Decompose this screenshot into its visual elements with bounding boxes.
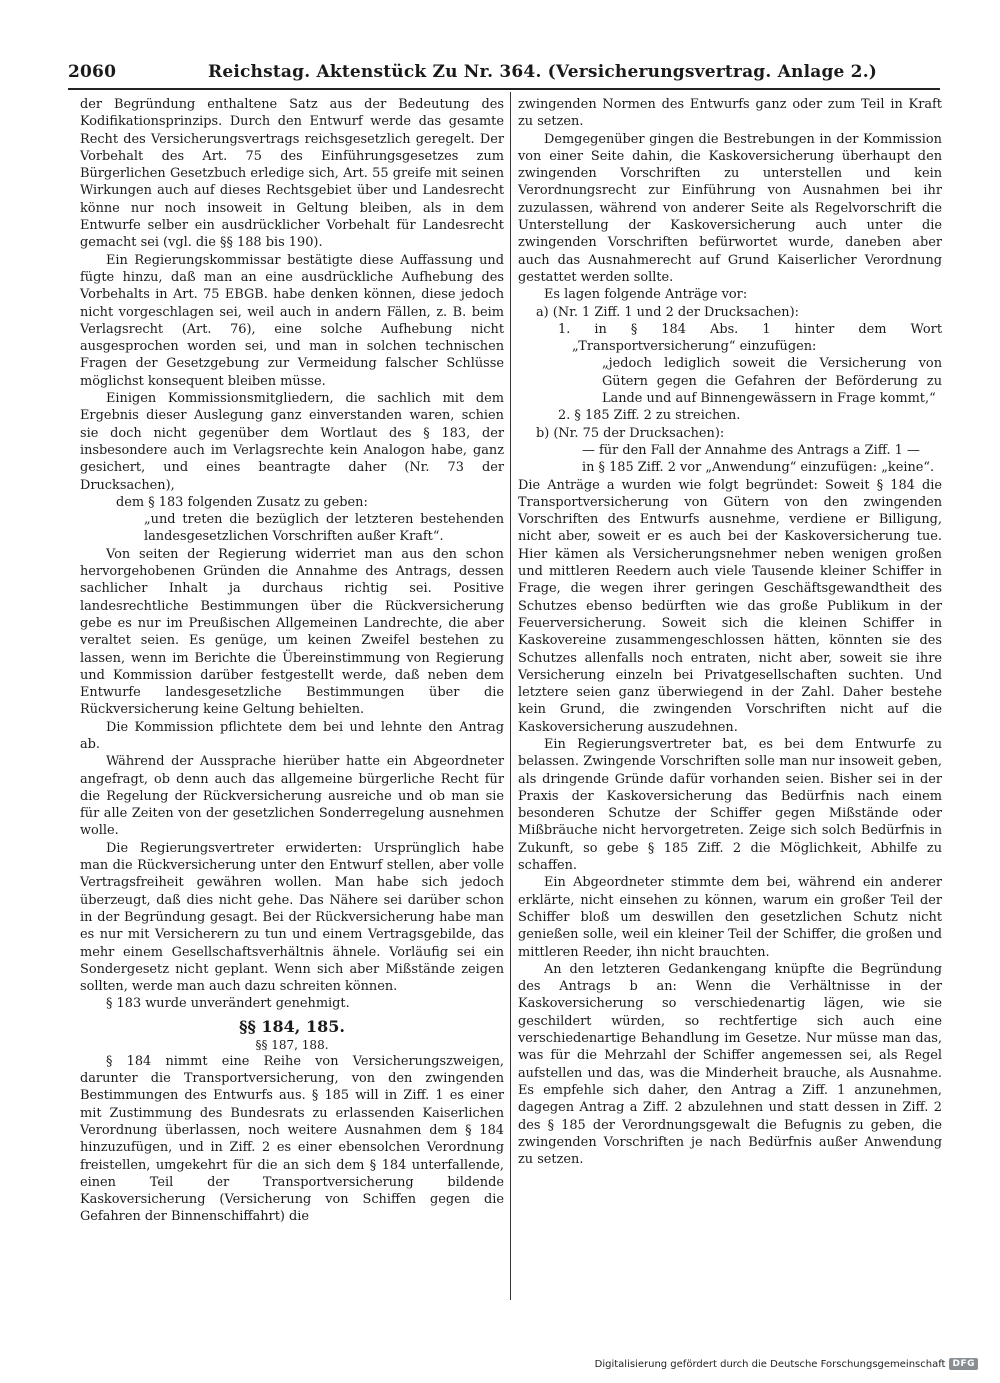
motion-a-heading: a) (Nr. 1 Ziff. 1 und 2 der Drucksachen): [536,304,799,320]
paragraph: Die Kommission pflichtete dem bei und lehnte den Antrag ab. [80,719,504,752]
motion-a-item-1: 1. in § 184 Abs. 1 hinter dem Wort „Transportversicherung“ einzufügen: [558,321,942,355]
motion-b-heading: b) (Nr. 75 der Drucksachen): [536,425,725,441]
page-number: 2060 [68,62,117,82]
paragraph: Die Anträge a wurden wie folgt begründet: Soweit § 184 die Transportversicherung von Gütern von den zwingenden Vorschriften des Entwurfs ausnehme, verdiene er Billigung, nicht aber, soweit er es auch bei der Kaskoversicherung tue. Hier kämen als Versicherungsnehmer neben wenigen großen und mittleren Reedern auch viele Tausende kleiner Schiffer in Frage, die wegen ihrer geringen Geschäftsgewandtheit des Schutzes ebenso bedürften wie das große Publikum in der Feuerversicherung. Soweit sich die kleinen Schiffer in Kaskovereine zusammengeschlossen hätten, könnten sie des Schutzes allenfalls noch entraten, nicht aber, soweit sie ihre Versicherung einzeln bei Privatgesellschaften suchten. Und letztere seien ganz überwiegend in der Zahl. Daher bestehe kein Grund, die zwingenden Vorschriften nicht auf die Kaskoversicherung auszudehnen. [518,477,942,735]
motion-b-text: in § 185 Ziff. 2 vor „Anwendung“ einzufügen: „keine“. [582,460,935,476]
column-divider [510,92,511,1300]
left-column [80,96,504,1226]
paragraph: zwingenden Normen des Entwurfs ganz oder zum Teil in Kraft zu setzen. [518,97,942,130]
paragraph: An den letzteren Gedankengang knüpfte die Begründung des Antrags b an: Wenn die Verhältnisse in der Kaskoversicherung so verschiedenartig lägen, wie sie geschildert würden, so rechtfertige sich auch eine verschiedenartige Behandlung im Gesetze. Nur müsse man das, was für die Mehrzahl der Schiffer angemessen sei, als Regel aufstellen und das, was die Minderheit brauche, als Ausnahme. Es empfehle sich daher, den Antrag a Ziff. 1 anzunehmen, dagegen Antrag a Ziff. 2 abzulehnen und statt dessen in Ziff. 2 des § 185 der Verordnungsgewalt die Befugnis zu geben, die zwingenden Vorschriften je nach Bedürfnis außer Anwendung zu setzen. [518,961,942,1168]
page-header [68,60,940,86]
paragraph: Demgegenüber gingen die Bestrebungen in der Kommission von einer Seite dahin, die Kaskoversicherung überhaupt den zwingenden Vorschriften zu unterstellen und kein Verordnungsrecht zur Einführung von Ausnahmen bei ihr zuzulassen, während von anderer Seite als Regelvorschrift die Unterstellung der Kaskoversicherung auch unter die zwingenden Vorschriften befürwortet wurde, daneben aber auch das Ausnahmerecht auf Grund Kaiserlicher Verordnung gestattet werden sollte. [518,131,942,285]
paragraph: der Begründung enthaltene Satz aus der Bedeutung des Kodifikationsprinzips. Durch den Entwurf werde das gesamte Recht des Versicherungsvertrags reichsgesetzlich geregelt. Der Vorbehalt des Art. 75 des Einführungsgesetzes zum Bürgerlichen Gesetzbuch erledige sich, Art. 55 greife mit seinen Wirkungen auch auf dieses Rechtsgebiet über und Landesrecht könne nur noch insoweit in Geltung bleiben, als in dem Entwurfe selber ein ausdrücklicher Vorbehalt für Landesrecht gemacht sei (vgl. die §§ 188 bis 190). [80,97,504,251]
motion-b-condition: — für den Fall der Annahme des Antrags a Ziff. 1 — [582,442,920,458]
header-rule [68,88,940,90]
paragraph: Ein Regierungsvertreter bat, es bei dem Entwurfe zu belassen. Zwingende Vorschriften solle man nur insoweit geben, als dringende Gründe dafür vorhanden seien. Bisher sei in der Praxis der Kaskoversicherung das Bedürfnis nach einem besonderen Schutze der Schiffer gegen Mißstände oder Mißbräuche nicht hervorgetreten. Zeige sich solch Bedürfnis in Zukunft, so gebe § 185 Ziff. 2 die Möglichkeit, Abhilfe zu schaffen. [518,736,942,874]
dfg-logo-icon: DFG [949,1358,978,1370]
paragraph: Ein Regierungskommissar bestätigte diese Auffassung und fügte hinzu, daß man an eine ausdrückliche Aufhebung des Vorbehalts in Art. 75 EBGB. habe denken können, diese jedoch nicht vorgeschlagen sei, weil auch in andern Fällen, z. B. beim Verlagsrecht (Art. 76), eine solche Aufhebung nicht ausgesprochen worden sei, und man in solchen technischen Fragen der Gesetzgebung zur Vermeidung falscher Schlüsse möglichst konsequent bleiben müsse. [80,252,504,389]
section-subheading: §§ 187, 188. [255,1037,329,1052]
section-heading: §§ 184, 185. [239,1016,345,1036]
paragraph: Die Regierungsvertreter erwiderten: Ursprünglich habe man die Rückversicherung unter den Entwurf stellen, aber volle Vertragsfreiheit gewähren wollen. Man habe sich jedoch überzeugt, daß dies nicht gehe. Das Nähere sei darüber schon in der Begründung gesagt. Bei der Rückversicherung habe man es nur mit Versicherern zu tun und einem Vertragsgebilde, das mehr einem Gesellschaftsverhältnis ähnele. Vorläufig sei ein Sondergesetz nicht geplant. Wenn sich aber Mißstände zeigen sollten, werde man auch dazu schreiten können. [80,840,504,995]
paragraph: dem § 183 folgenden Zusatz zu geben: [116,494,368,510]
paragraph: Es lagen folgende Anträge vor: [544,287,748,303]
right-column [518,96,942,1168]
paragraph: Einigen Kommissionsmitgliedern, die sachlich mit dem Ergebnis dieser Auslegung ganz einverstanden waren, schien sie doch nicht gegenüber dem Wortlaut des § 183, der insbesondere auch im Verlagsrechte kein Analogon habe, ganz gesichert, und eines beantragte daher (Nr. 73 der Drucksachen), [80,391,504,493]
paragraph: § 184 nimmt eine Reihe von Versicherungszweigen, darunter die Transportversicherung, von den zwingenden Bestimmungen des Entwurfs aus. § 185 will in Ziff. 1 es einer mit Zustimmung des Bundesrats zu erlassenden Kaiserlichen Verordnung überlassen, noch weitere Ausnahmen dem § 184 hinzuzufügen, und in Ziff. 2 es einer ebensolchen Verordnung freistellen, umgekehrt für die an sich dem § 184 unterfallende, einen Teil der Transportversicherung bildende Kaskoversicherung (Versicherung von Schiffen gegen die Gefahren der Binnenschiffahrt) die [80,1053,504,1225]
paragraph: Während der Aussprache hierüber hatte ein Abgeordneter angefragt, ob denn auch das allgemeine bürgerliche Recht für die Regelung der Rückversicherung ausreiche und ob man sie für alle Zeiten von der gesetzlichen Sonderregelung ausnehmen wolle. [80,754,504,839]
running-title: Reichstag. Aktenstück Zu Nr. 364. (Versicherungsvertrag. Anlage 2.) [208,62,878,82]
quoted-text: „jedoch lediglich soweit die Versicherung von Gütern gegen die Gefahren der Beförderung zu Lande und auf Binnengewässern in Frage kommt,“ [602,356,942,407]
digitization-footer [595,1358,978,1370]
paragraph: § 183 wurde unverändert genehmigt. [106,996,350,1012]
motion-a-item-2: 2. § 185 Ziff. 2 zu streichen. [558,408,741,424]
paragraph: Von seiten der Regierung widerriet man aus den schon hervorgehobenen Gründen die Annahme des Antrags, dessen sachlicher Inhalt ja durchaus richtig sei. Positive landesrechtliche Bestimmungen über die Rückversicherung gebe es nur im Preußischen Allgemeinen Landrechte, die aber veraltet seien. Es genüge, um keinen Zweifel bestehen zu lassen, wenn im Berichte die Übereinstimmung von Regierung und Kommission darüber festgestellt werde, daß neben dem Entwurfe landesgesetzliche Bestimmungen über die Rückversicherung keine Geltung behielten. [80,546,504,718]
footer-text: Digitalisierung gefördert durch die Deutsche Forschungsgemeinschaft [594,1358,946,1370]
quoted-text: „und treten die bezüglich der letzteren bestehenden landesgesetzlichen Vorschriften außer Kraft“. [144,512,504,545]
paragraph: Ein Abgeordneter stimmte dem bei, während ein anderer erklärte, nicht einsehen zu können, warum ein großer Teil der Schiffer bloß um deswillen den gesetzlichen Schutz nicht genießen solle, weil ein kleiner Teil der Schiffer, die großen und mittleren Reeder, ihn nicht brauchten. [518,875,942,960]
